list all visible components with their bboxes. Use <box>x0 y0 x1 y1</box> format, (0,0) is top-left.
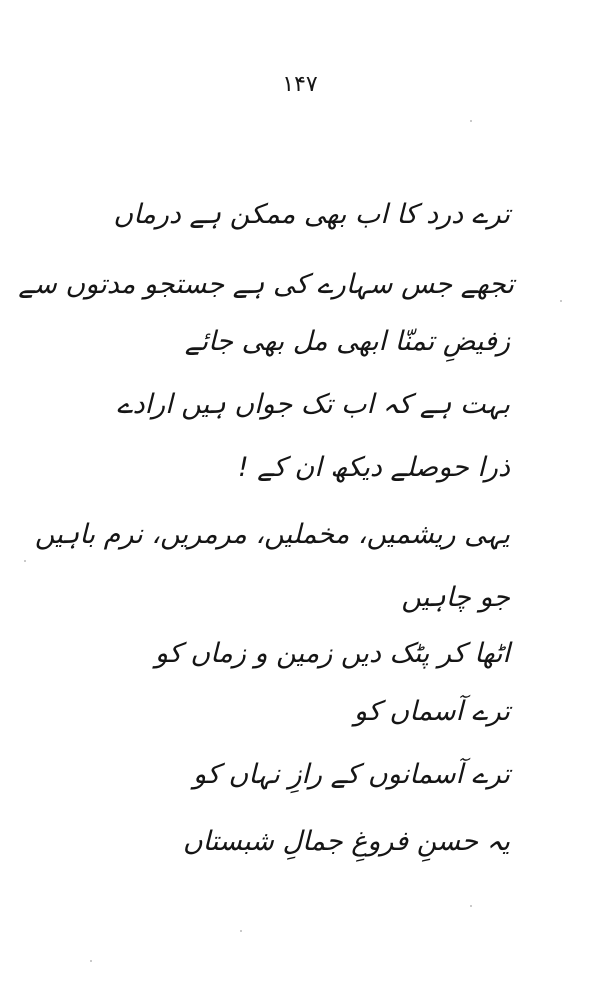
scan-speck <box>560 300 562 302</box>
scan-speck <box>470 120 472 122</box>
scan-speck <box>240 930 242 932</box>
poem-line: ترے آسماں کو <box>354 696 510 727</box>
poem-line: ترے آسمانوں کے رازِ نہاں کو <box>193 759 510 790</box>
poem-line: زفیضِ تمنّا ابھی مل بھی جائے <box>184 326 510 357</box>
poem-line: یہی ریشمیں، مخملیں، مرمریں، نرم باہیں <box>34 519 510 550</box>
page-number: ۱۴۷ <box>282 72 318 97</box>
scan-speck <box>90 960 92 962</box>
poem-line: تجھے جس سہارے کی ہے جستجو مدتوں سے <box>18 269 514 300</box>
scan-speck <box>470 905 472 907</box>
scan-speck <box>24 560 26 562</box>
poem-line: بہت ہے کہ اب تک جواں ہیں ارادے <box>116 389 510 420</box>
poem-line: ذرا حوصلے دیکھ ان کے ! <box>237 452 510 483</box>
poem-line: یہ حسنِ فروغِ جمالِ شبستاں <box>182 826 510 857</box>
poem-line: جو چاہیں <box>401 582 510 613</box>
poem-line: اٹھا کر پٹک دیں زمین و زماں کو <box>154 638 510 669</box>
poem-line: ترے درد کا اب بھی ممکن ہے درماں <box>113 199 510 230</box>
